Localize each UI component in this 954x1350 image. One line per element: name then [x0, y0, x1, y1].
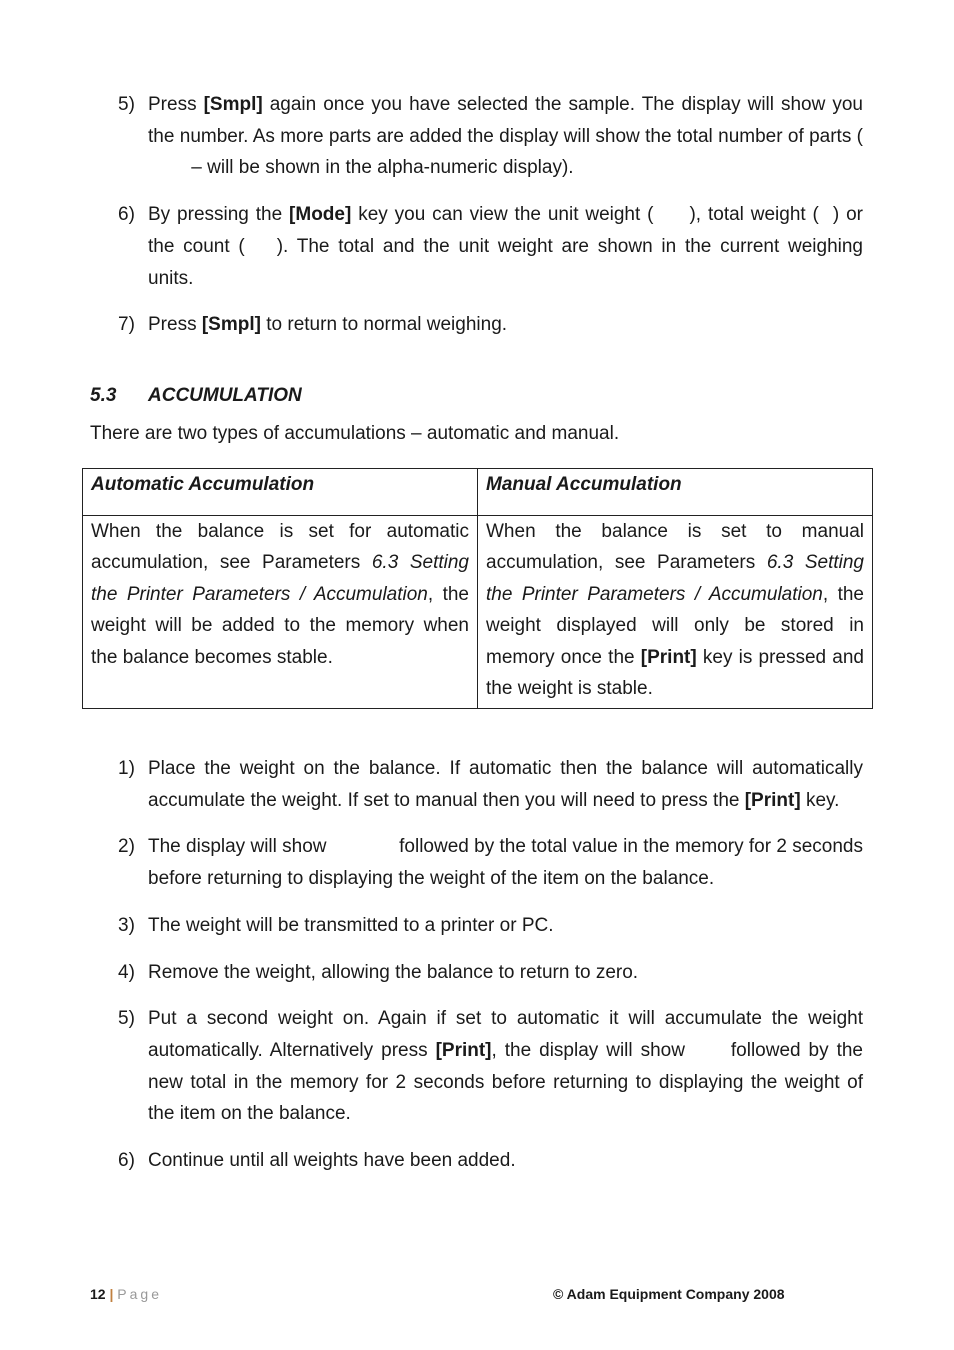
item-number: 5) [118, 1008, 135, 1030]
list-item [118, 910, 863, 942]
table-header-row [83, 469, 873, 516]
cell-manual: When the balance is set to manual accumulation, see Parameters 6.3 Setting the Printer Parameters / Accumulation, the weight displayed will only be stored in memory once the [Print] key is pressed and the weight is stable. [478, 516, 873, 709]
page-footer [90, 1284, 790, 1304]
item-number: 6) [118, 204, 135, 226]
item-text: Press [Smpl] again once you have selected the sample. The display will show you the number. As more parts are added the display will show the total number of parts ( – will be shown in the alpha-numeric display). [148, 94, 863, 179]
item-number: 2) [118, 836, 135, 858]
section-title: ACCUMULATION [148, 385, 302, 406]
copyright: © Adam Equipment Company 2008 [553, 1286, 785, 1302]
page-word: Page [117, 1286, 162, 1302]
item-text: Put a second weight on. Again if set to automatic it will accumulate the weight automatically. Alternatively press [Print], the display will show followed by the new total in the memory for 2 seconds before returning to displaying the weight of the item on the balance. [148, 1008, 863, 1125]
smpl-key: [Smpl] [203, 94, 263, 115]
print-key: [Print] [744, 789, 801, 811]
list-item [118, 753, 863, 816]
table-row [83, 516, 873, 709]
accumulation-table [82, 468, 873, 709]
intro-paragraph: There are two types of accumulations – automatic and manual. [90, 423, 620, 444]
list-item [118, 957, 863, 989]
section-number: 5.3 [90, 385, 117, 406]
item-number: 7) [118, 314, 135, 336]
list-item [118, 89, 863, 184]
item-number: 3) [118, 914, 135, 936]
smpl-key: [Smpl] [201, 314, 261, 336]
header-manual: Manual Accumulation [478, 469, 873, 516]
cell-automatic: When the balance is set for automatic accumulation, see Parameters 6.3 Setting the Printer Parameters / Accumulation, the weight will be added to the memory when the balance becomes stable. [83, 516, 478, 709]
item-text: Press [Smpl] to return to normal weighing. [148, 314, 508, 336]
item-number: 5) [118, 94, 135, 115]
section-heading [90, 382, 302, 410]
mode-key: [Mode] [289, 204, 352, 226]
item-text: By pressing the [Mode] key you can view the unit weight ( ), total weight ( ) or the count ( ). The total and the unit weight are shown in the current weighing units. [148, 204, 863, 289]
item-text: Place the weight on the balance. If automatic then the balance will automatically accumulate the weight. If set to manual then you will need to press the [Print] key. [148, 758, 863, 811]
item-text: Continue until all weights have been added. [148, 1150, 516, 1172]
list-item [118, 309, 863, 341]
list-item [118, 1145, 863, 1177]
print-key: [Print] [435, 1039, 492, 1061]
header-automatic: Automatic Accumulation [83, 469, 478, 516]
item-number: 4) [118, 961, 135, 983]
list-item [118, 1003, 863, 1130]
item-text: Remove the weight, allowing the balance to return to zero. [148, 961, 639, 983]
print-key: [Print] [640, 646, 697, 668]
steps-list-top [118, 89, 863, 356]
item-text: The display will show followed by the total value in the memory for 2 seconds before returning to displaying the weight of the item on the balance. [148, 836, 863, 890]
list-item [118, 831, 863, 894]
item-text: The weight will be transmitted to a printer or PC. [148, 914, 554, 936]
item-number: 6) [118, 1150, 135, 1172]
footer-separator: | [109, 1286, 114, 1302]
page-number: 12 [90, 1286, 106, 1302]
item-number: 1) [118, 758, 135, 779]
list-item [118, 199, 863, 294]
steps-list-bottom [118, 753, 863, 1192]
